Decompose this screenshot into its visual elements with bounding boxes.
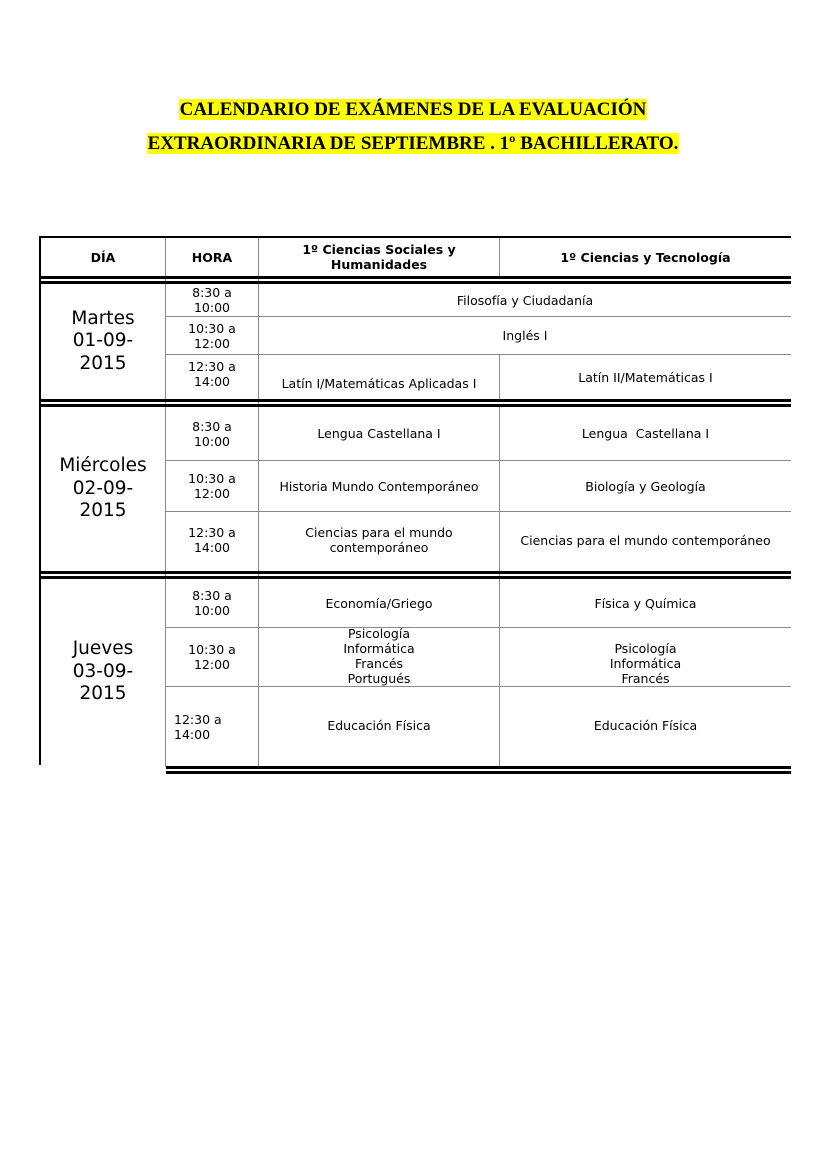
exam-label: Inglés I: [502, 328, 548, 343]
day-cell-miercoles: [41, 407, 165, 571]
hora-cell: [166, 317, 258, 354]
exam-cell-tecnologia: [500, 407, 791, 460]
exam-cell-merged: [259, 317, 791, 354]
day-cell-jueves: [41, 579, 165, 765]
hora-label: 12:30 a 14:00: [174, 711, 222, 742]
exam-cell-tecnologia: [500, 355, 791, 399]
table-bottom-line-a: [166, 766, 791, 769]
hora-cell: [166, 579, 258, 627]
day-cell-martes: [41, 284, 165, 399]
exam-label: Latín I/Matemáticas Aplicadas I: [281, 375, 477, 391]
header-tecnologia: [500, 238, 791, 276]
hora-cell: [166, 512, 258, 568]
exam-cell-sociales: [259, 370, 499, 396]
exam-label: Lengua Castellana I: [581, 426, 710, 441]
page-title-line-1: [0, 99, 826, 121]
exam-cell-sociales: [259, 626, 499, 686]
exam-cell-tecnologia: [500, 461, 791, 511]
hora-label: 8:30 a 10:00: [192, 285, 232, 315]
exam-label: Ciencias para el mundo contemporáneo: [305, 525, 453, 555]
hora-label: 12:30 a 14:00: [188, 525, 236, 555]
day-label: Miércoles 02-09- 2015: [59, 455, 147, 522]
title-line-1: CALENDARIO DE EXÁMENES DE LA EVALUACIÓN: [179, 99, 647, 120]
exam-label: Lengua Castellana I: [317, 426, 441, 441]
exam-cell-sociales: [259, 579, 499, 627]
hora-cell: [166, 407, 258, 460]
hora-cell: [166, 284, 258, 316]
day-separator-a: [39, 571, 791, 574]
hora-cell: [166, 628, 258, 686]
exam-label: Educación Física: [327, 717, 431, 733]
hora-label: 10:30 a 12:00: [188, 642, 236, 672]
title-line-2: EXTRAORDINARIA DE SEPTIEMBRE . 1º BACHILLERATO.: [147, 133, 679, 154]
exam-cell-sociales: [259, 687, 499, 763]
exam-cell-sociales: [259, 461, 499, 511]
exam-cell-tecnologia: [500, 687, 791, 763]
exam-cell-sociales: [259, 407, 499, 460]
day-label: Martes 01-09- 2015: [71, 307, 135, 374]
hora-label: 10:30 a 12:00: [188, 320, 236, 351]
header-sociales: [259, 238, 499, 276]
header-hora: [166, 238, 258, 276]
exam-label: Psicología Informática Francés Portugués: [343, 626, 415, 686]
exam-label: Biología y Geología: [585, 478, 706, 494]
header-sociales-label: 1º Ciencias Sociales y Humanidades: [302, 242, 456, 272]
exam-label: Historia Mundo Contemporáneo: [279, 478, 479, 494]
hora-cell: [166, 461, 258, 511]
day-label: Jueves 03-09- 2015: [72, 638, 134, 705]
exam-label: Psicología Informática Francés: [609, 640, 682, 686]
hora-label: 8:30 a 10:00: [192, 588, 232, 618]
exam-cell-tecnologia: [500, 579, 791, 627]
hora-label: 12:30 a 14:00: [188, 359, 236, 389]
header-dia: [41, 238, 165, 276]
exam-cell-tecnologia: [500, 633, 791, 693]
exam-cell-sociales: [259, 512, 499, 568]
hora-label: 8:30 a 10:00: [192, 418, 232, 449]
header-tecnologia-label: 1º Ciencias y Tecnología: [560, 249, 731, 265]
exam-label: Educación Física: [593, 717, 698, 733]
header-double-line-a: [39, 276, 791, 279]
hora-cell: [166, 355, 258, 393]
hora-cell: [166, 687, 258, 766]
exam-label: Latín II/Matemáticas I: [578, 369, 713, 385]
exam-cell-tecnologia: [500, 512, 791, 569]
table-bottom-line-b: [166, 771, 791, 774]
exam-label: Economía/Griego: [325, 595, 433, 611]
exam-label: Filosofía y Ciudadanía: [456, 292, 594, 308]
day-separator-a: [39, 399, 791, 402]
exam-cell-merged: [259, 284, 791, 316]
header-dia-label: DÍA: [90, 249, 116, 265]
hora-label: 10:30 a 12:00: [188, 471, 236, 501]
exam-label: Ciencias para el mundo contemporáneo: [520, 533, 771, 548]
page-title-line-2: [0, 133, 826, 155]
exam-label: Física y Química: [594, 595, 697, 611]
header-hora-label: HORA: [191, 249, 233, 265]
